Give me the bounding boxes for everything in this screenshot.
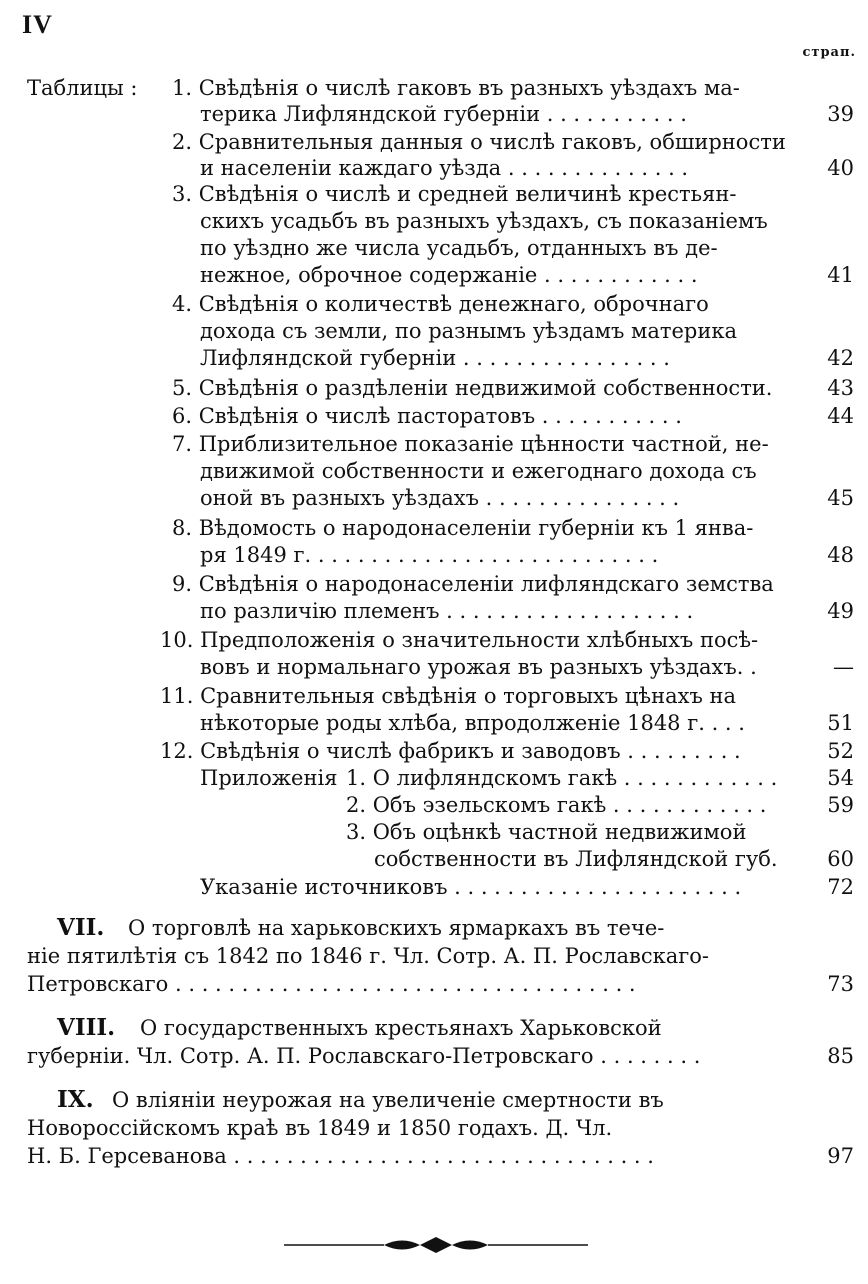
appendices-label: Приложенія — [200, 766, 338, 790]
entry-line: 2. Сравнительныя данныя о числѣ гаковъ, обширности — [172, 130, 786, 154]
entry-page: 52 — [827, 739, 854, 763]
article-line: О вліяніи неурожая на увеличеніе смертности въ — [112, 1088, 664, 1112]
article-line: ніе пятилѣтія съ 1842 по 1846 г. Чл. Сотр. А. П. Рославскаго- — [27, 944, 709, 968]
appendix-line: 2. Объ эзельскомъ гакѣ . . . . . . . . . . . . — [346, 793, 767, 817]
appendix-line: 3. Объ оцѣнкѣ частной недвижимой — [346, 820, 747, 844]
entry-line: 10. Предположенія о значительности хлѣбныхъ посѣ- — [160, 628, 759, 652]
entry-page: 48 — [827, 543, 854, 567]
entry-line: 5. Свѣдѣнія о раздѣленіи недвижимой собственности. — [172, 376, 773, 400]
entry-page: 45 — [827, 486, 854, 510]
article-numeral: VII. — [57, 914, 105, 941]
article-line: Петровскаго . . . . . . . . . . . . . . . . . . . . . . . . . . . . . . . . . . . — [27, 972, 636, 996]
entry-line: дохода съ земли, по разнымъ уѣздамъ материка — [200, 319, 737, 343]
entry-line: ря 1849 г. . . . . . . . . . . . . . . . . . . . . . . . . . . — [200, 543, 659, 567]
entry-line: и населеніи каждаго уѣзда . . . . . . . . . . . . . . — [200, 156, 689, 180]
entry-page: 44 — [827, 404, 854, 428]
entry-line: скихъ усадьбъ въ разныхъ уѣздахъ, съ показаніемъ — [200, 209, 768, 233]
entry-line: Лифляндской губерніи . . . . . . . . . . . . . . . . — [200, 346, 670, 370]
entry-line: терика Лифляндской губерніи . . . . . . . . . . . — [200, 102, 687, 126]
entry-line: 9. Свѣдѣнія о народонаселеніи лифляндскаго земства — [172, 572, 774, 596]
entry-line: по уѣздно же числа усадьбъ, отданныхъ въ де- — [200, 236, 718, 260]
entry-page: 43 — [827, 376, 854, 400]
entry-page: 51 — [827, 711, 854, 735]
entry-line: 7. Приблизительное показаніе цѣнности частной, не- — [172, 432, 769, 456]
entry-page: 42 — [827, 346, 854, 370]
entry-line: оной въ разныхъ уѣздахъ . . . . . . . . . . . . . . . — [200, 486, 680, 510]
tables-label: Таблицы : — [27, 76, 138, 100]
article-page: 97 — [827, 1144, 854, 1168]
entry-line: 4. Свѣдѣнія о количествѣ денежнаго, оброчнаго — [172, 292, 709, 316]
appendix-line: собственности въ Лифляндской губ. — [374, 847, 778, 871]
entry-page: 39 — [827, 102, 854, 126]
entry-line: нежное, оброчное содержаніе . . . . . . . . . . . . — [200, 263, 698, 287]
entry-line: 1. Свѣдѣнія о числѣ гаковъ въ разныхъ уѣздахъ ма- — [172, 76, 740, 100]
appendix-page: 59 — [827, 793, 854, 817]
entry-line: 6. Свѣдѣнія о числѣ пасторатовъ . . . . . . . . . . . — [172, 404, 682, 428]
article-line: губерніи. Чл. Сотр. А. П. Рославскаго-Петровскаго . . . . . . . . — [27, 1044, 701, 1068]
article-page: 73 — [827, 972, 854, 996]
article-line: Новороссійскомъ краѣ въ 1849 и 1850 годахъ. Д. Чл. — [27, 1116, 613, 1140]
entry-page: 40 — [827, 156, 854, 180]
entry-line: нѣкоторые роды хлѣба, впродолженіе 1848 г. . . . — [200, 711, 745, 735]
appendix-page: 54 — [827, 766, 854, 790]
article-line: Н. Б. Герсеванова . . . . . . . . . . . . . . . . . . . . . . . . . . . . . . . . — [27, 1144, 654, 1168]
article-line: О государственныхъ крестьянахъ Харьковской — [140, 1016, 662, 1040]
appendix-line: 1. О лифляндскомъ гакѣ . . . . . . . . . . . . — [346, 766, 778, 790]
entry-line: по различію племенъ . . . . . . . . . . . . . . . . . . . — [200, 599, 694, 623]
entry-line: 8. Вѣдомость о народонаселеніи губерніи къ 1 янва- — [172, 516, 754, 540]
entry-line: вовъ и нормальнаго урожая въ разныхъ уѣздахъ. . — [200, 655, 757, 679]
entry-page: 41 — [827, 263, 854, 287]
article-numeral: IX. — [57, 1086, 94, 1113]
article-line: О торговлѣ на харьковскихъ ярмаркахъ въ тече- — [128, 916, 665, 940]
article-numeral: VIII. — [57, 1014, 116, 1041]
sources-page: 72 — [827, 875, 854, 899]
entry-page: — — [833, 655, 854, 679]
article-page: 85 — [827, 1044, 854, 1068]
page-column-header: страп. — [802, 45, 856, 60]
page-number: IV — [22, 10, 53, 39]
sources-line: Указаніе источниковъ . . . . . . . . . . . . . . . . . . . . . . — [200, 875, 742, 899]
entry-line: 11. Сравнительныя свѣдѣнія о торговыхъ цѣнахъ на — [160, 684, 737, 708]
entry-line: движимой собственности и ежегоднаго дохода съ — [200, 459, 757, 483]
entry-line: 3. Свѣдѣнія о числѣ и средней величинѣ крестьян- — [172, 182, 737, 206]
appendix-page: 60 — [827, 847, 854, 871]
ornament-divider-icon — [284, 1233, 588, 1257]
entry-line: 12. Свѣдѣнія о числѣ фабрикъ и заводовъ . . . . . . . . . — [160, 739, 741, 763]
entry-page: 49 — [827, 599, 854, 623]
